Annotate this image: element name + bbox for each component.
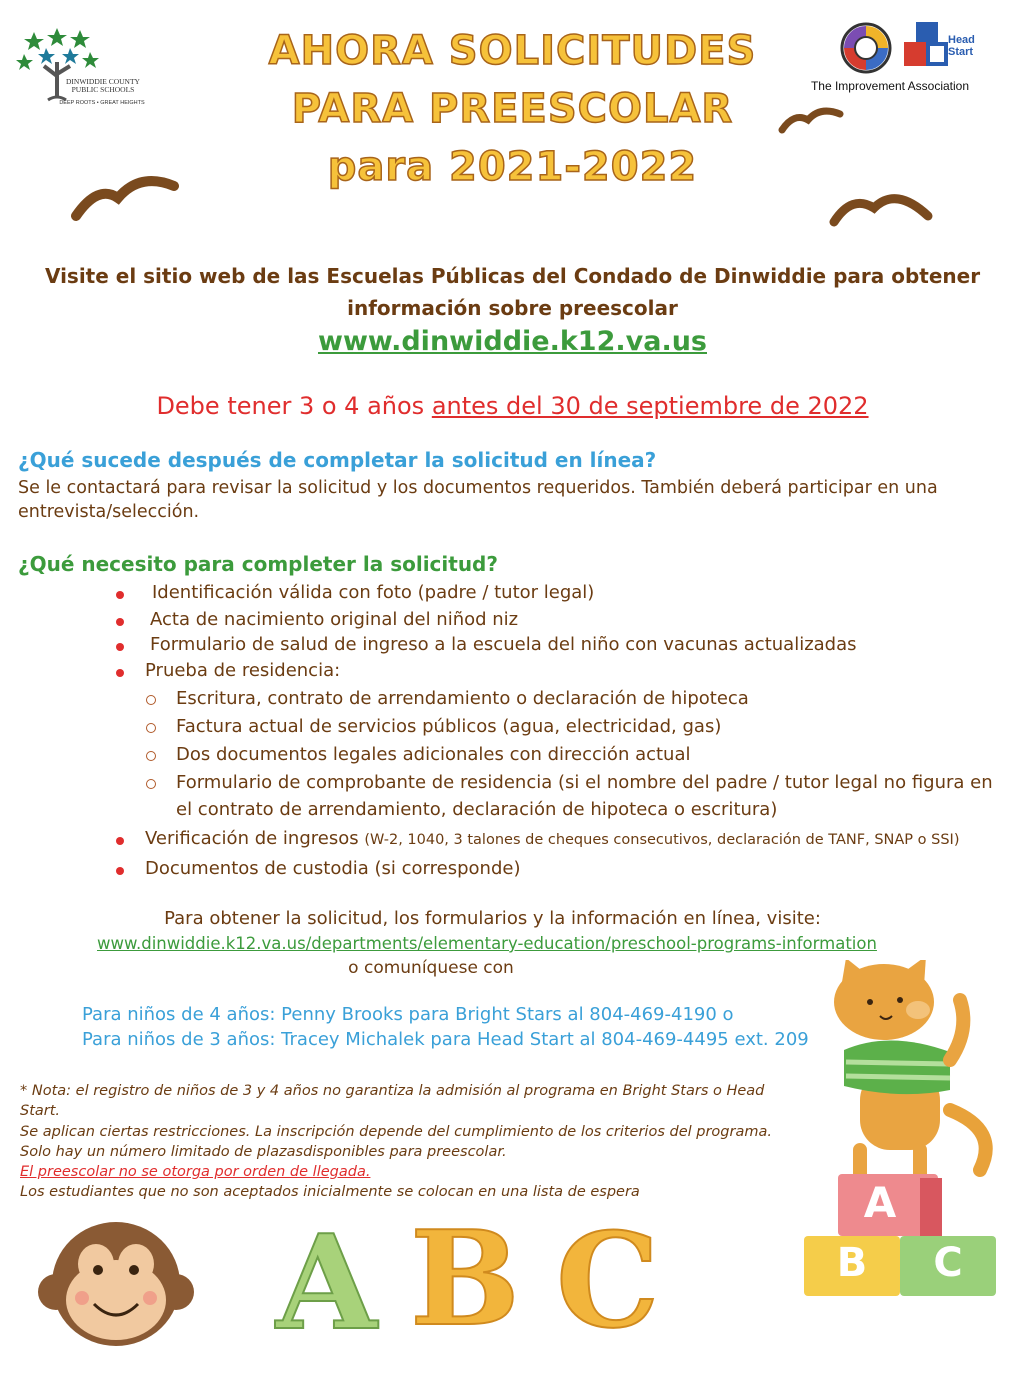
- note-1b: Start.: [20, 1103, 61, 1119]
- note-2: Se aplican ciertas restricciones. La inscripción depende del cumplimiento de los criterios del programa.: [20, 1124, 772, 1140]
- age-requirement-deadline: antes del 30 de septiembre de 2022: [431, 392, 869, 420]
- age-requirement: [0, 392, 1025, 420]
- age-requirement-prefix: Debe tener 3 o 4 años: [156, 392, 432, 420]
- note-5: Los estudiantes que no son aceptados inicialmente se colocan en una lista de espera: [20, 1184, 640, 1200]
- intro-line-2: información sobre preescolar: [347, 296, 678, 320]
- block-letter-b: B: [836, 1240, 868, 1286]
- improvement-association-name: The Improvement Association: [810, 79, 970, 93]
- title-line-2: PARA PREESCOLAR: [291, 86, 734, 132]
- bird-right-icon: [828, 186, 934, 230]
- block-letter-c: C: [933, 1240, 963, 1286]
- block-letter-a: A: [863, 1178, 897, 1227]
- bird-top-right-icon: [778, 106, 844, 136]
- contact-three-year: Para niños de 3 años: Tracey Michalek para Head Start al 804-469-4495 ext. 209: [82, 1029, 809, 1050]
- intro-line-1: Visite el sitio web de las Escuelas Públicas del Condado de Dinwiddie para obtener: [44, 264, 981, 288]
- income-label: Verificación de ingresos: [145, 828, 365, 849]
- big-letter-c: C: [556, 1204, 660, 1357]
- application-url-link[interactable]: www.dinwiddie.k12.va.us/departments/elementary-education/preschool-programs-information: [97, 934, 877, 953]
- contact-line-3: o comuníquese con: [348, 958, 514, 978]
- note-3: Solo hay un número limitado de plazasdisponibles para preescolar.: [20, 1144, 507, 1160]
- bird-left-icon: [70, 170, 180, 225]
- note-1: * Nota: el registro de niños de 3 y 4 años no garantiza la admisión al programa en Bright Stars o Head: [20, 1083, 765, 1099]
- note-4: El preescolar no se otorga por orden de llegada.: [20, 1164, 371, 1180]
- question-after-application: ¿Qué sucede después de completar la solicitud en línea?: [18, 448, 657, 472]
- head-start-text: Head Start: [948, 34, 975, 58]
- big-letter-b: B: [410, 1202, 520, 1355]
- question-requirements: ¿Qué necesito para completer la solicitud?: [18, 552, 498, 576]
- big-letter-a: A: [276, 1206, 377, 1359]
- contact-four-year: Para niños de 4 años: Penny Brooks para Bright Stars al 804-469-4190 o: [82, 1004, 734, 1025]
- district-name: DINWIDDIE COUNTY PUBLIC SCHOOLS: [66, 77, 140, 94]
- monkey-face-icon: [36, 1208, 196, 1358]
- income-detail: (W-2, 1040, 3 talones de cheques consecutivos, declaración de TANF, SNAP o SSI): [364, 832, 960, 848]
- title-line-1: AHORA SOLICITUDES: [268, 28, 757, 74]
- cat-illustration-icon: [800, 960, 1010, 1190]
- answer-line-1: Se le contactará para revisar la solicitud y los documentos requeridos. También deberá participar en una: [18, 478, 938, 498]
- answer-line-2: entrevista/selección.: [18, 502, 200, 522]
- contact-line-1: Para obtener la solicitud, los formularios y la información en línea, visite:: [164, 908, 821, 929]
- district-url-link[interactable]: www.dinwiddie.k12.va.us: [318, 326, 707, 357]
- district-tagline: DEEP ROOTS • GREAT HEIGHTS: [59, 100, 145, 106]
- title-line-3: para 2021-2022: [327, 144, 698, 190]
- alphabet-blocks: [800, 1170, 1000, 1300]
